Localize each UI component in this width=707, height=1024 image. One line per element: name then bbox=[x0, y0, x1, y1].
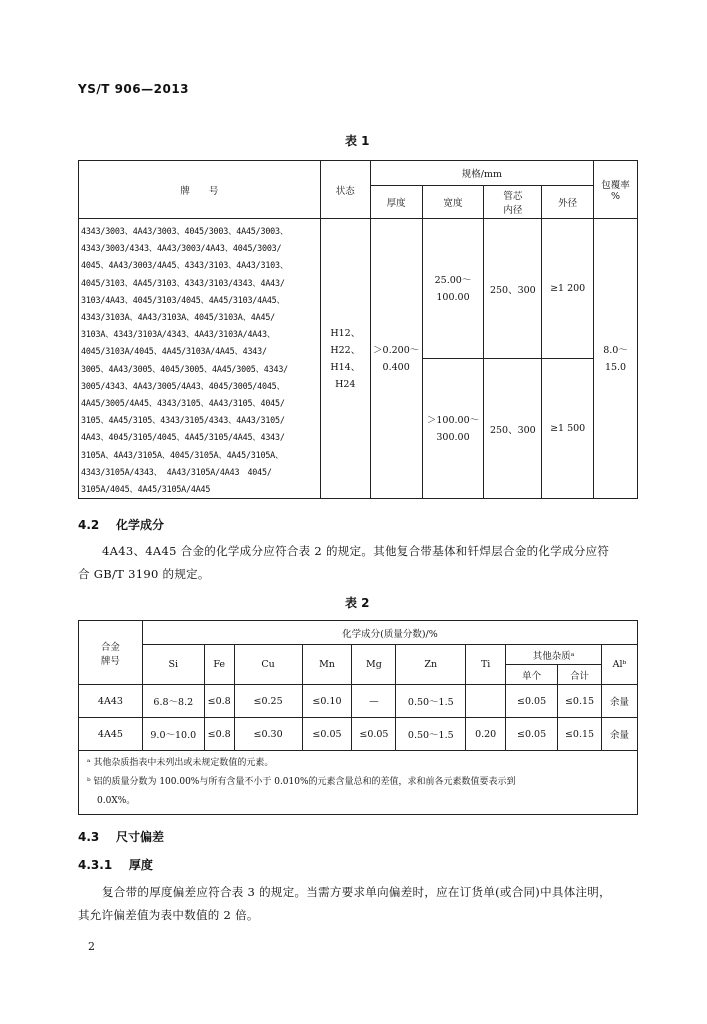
t2-head-ti: Ti bbox=[466, 645, 506, 685]
t2-grade: 4A43 bbox=[79, 685, 143, 718]
note-line: 0.0X%。 bbox=[97, 796, 136, 806]
head-line: 合金 bbox=[100, 641, 120, 653]
t2-head-fe: Fe bbox=[204, 645, 234, 685]
table-1 bbox=[78, 160, 638, 499]
note-line: ᵇ 铝的质量分数为 100.00%与所有含量不小于 0.010%的元素含量总和的差值，求和前各元素数值要表示到 bbox=[87, 777, 516, 787]
t1-head-outer: 外径 bbox=[542, 186, 594, 219]
t1-outer-cell: ≥1 500 bbox=[542, 359, 594, 499]
width-line: 100.00 bbox=[436, 291, 470, 303]
section-number: 4.3.1 bbox=[78, 858, 113, 872]
t2-val: ≤0.15 bbox=[558, 718, 602, 751]
t2-val: ≤0.05 bbox=[352, 718, 396, 751]
section-4-3-1-paragraph bbox=[78, 881, 638, 927]
table-2 bbox=[78, 620, 638, 815]
grade-line: 3005、4A43/3005、4045/3005、4A45/3005、4343/ bbox=[81, 363, 289, 374]
t1-head-clad: 包覆率 % bbox=[594, 161, 638, 219]
temper-item: H24 bbox=[335, 378, 356, 390]
t1-width-cell bbox=[422, 219, 484, 359]
page-number: 2 bbox=[88, 940, 95, 953]
section-4-2-paragraph bbox=[78, 540, 638, 586]
para-line: 其允许偏差值为表中数值的 2 倍。 bbox=[78, 908, 259, 922]
section-title: 化学成分 bbox=[115, 518, 164, 532]
width-line: 25.00～ bbox=[434, 274, 472, 286]
note-line: ᵃ 其他杂质指表中未列出或未规定数值的元素。 bbox=[87, 758, 274, 768]
grade-line: 3105、4A45/3105、4343/3105/4343、4A43/3105/ bbox=[81, 415, 285, 426]
grade-line: 4045/3103、4A45/3103、4343/3103/4343、4A43/ bbox=[81, 277, 285, 288]
table2-caption: 表 2 bbox=[345, 596, 370, 610]
section-title: 尺寸偏差 bbox=[115, 830, 164, 844]
t2-head-group: 化学成分(质量分数)/% bbox=[142, 621, 637, 645]
t2-val: ≤0.8 bbox=[204, 718, 234, 751]
table-row bbox=[79, 718, 638, 751]
temper-item: H22、 bbox=[330, 344, 361, 356]
t1-head-core: 管芯 内径 bbox=[484, 186, 542, 219]
grade-line: 4343/3003、4A43/3003、4045/3003、4A45/3003、 bbox=[81, 226, 289, 236]
t1-grades-cell bbox=[79, 219, 321, 499]
t2-val: 6.8～8.2 bbox=[142, 685, 204, 718]
t2-val: — bbox=[352, 685, 396, 718]
doc-header: YS/T 906—2013 bbox=[78, 82, 190, 96]
t2-val: ≤0.30 bbox=[234, 718, 302, 751]
t2-grade: 4A45 bbox=[79, 718, 143, 751]
t1-head-spec: 规格/mm bbox=[370, 161, 593, 186]
grade-line: 4A43、4045/3105/4045、4A45/3105/4A45、4343/ bbox=[81, 432, 285, 443]
thickness-line: ＞0.200～ bbox=[373, 344, 420, 356]
t2-head-si: Si bbox=[142, 645, 204, 685]
section-4-3-heading bbox=[78, 828, 164, 845]
t2-val: ≤0.25 bbox=[234, 685, 302, 718]
t2-head-mg: Mg bbox=[352, 645, 396, 685]
t2-head-al: Alᵇ bbox=[601, 645, 637, 685]
grade-line: 4343/3105A/4343、 4A43/3105A/4A43 4045/ bbox=[81, 466, 272, 477]
t1-outer-cell: ≥1 200 bbox=[542, 219, 594, 359]
clad-line: 8.0～ bbox=[603, 344, 628, 356]
grade-line: 4A45/3005/4A45、4343/3105、4A43/3105、4045/ bbox=[81, 398, 285, 409]
t2-val: 余量 bbox=[601, 685, 637, 718]
grade-line: 4045、4A43/3003/4A45、4343/3103、4A43/3103、 bbox=[81, 260, 289, 271]
grade-line: 3103A、4343/3103A/4343、4A43/3103A/4A43、 bbox=[81, 329, 276, 340]
para-line: 复合带的厚度偏差应符合表 3 的规定。当需方要求单向偏差时，应在订货单(或合同)中具体注明， bbox=[102, 885, 611, 899]
temper-item: H12、 bbox=[330, 327, 361, 339]
t1-head-width: 宽度 bbox=[422, 186, 484, 219]
para-line: 4A43、4A45 合金的化学成分应符合表 2 的规定。其他复合带基体和钎焊层合金的化学成分应符 bbox=[102, 544, 610, 558]
t2-val: ≤0.05 bbox=[302, 718, 352, 751]
t1-core-cell: 250、300 bbox=[484, 359, 542, 499]
t2-head-grade bbox=[79, 621, 143, 685]
section-title: 厚度 bbox=[128, 858, 153, 872]
table1-caption: 表 1 bbox=[345, 134, 370, 148]
t2-head-other: 其他杂质ᵃ bbox=[506, 645, 602, 665]
t1-head-thickness: 厚度 bbox=[370, 186, 422, 219]
width-line: ＞100.00～ bbox=[426, 414, 480, 426]
t2-val: ≤0.10 bbox=[302, 685, 352, 718]
t1-core-cell: 250、300 bbox=[484, 219, 542, 359]
para-line: 合 GB/T 3190 的规定。 bbox=[78, 567, 210, 581]
width-line: 300.00 bbox=[436, 431, 470, 443]
section-4-2-heading bbox=[78, 516, 164, 533]
head-line: 牌号 bbox=[100, 655, 120, 667]
t2-head-single: 单个 bbox=[506, 665, 558, 685]
t2-val: 0.20 bbox=[466, 718, 506, 751]
t2-val: ≤0.05 bbox=[506, 685, 558, 718]
table-row bbox=[79, 685, 638, 718]
t2-val: ≤0.8 bbox=[204, 685, 234, 718]
grade-line: 3105A/4045、4A45/3105A/4A45 bbox=[81, 484, 211, 495]
t1-clad-cell bbox=[594, 219, 638, 499]
t2-val: 余量 bbox=[601, 718, 637, 751]
grade-line: 4343/3103A、4A43/3103A、4045/3103A、4A45/ bbox=[81, 312, 276, 323]
section-number: 4.3 bbox=[78, 830, 100, 844]
t1-head-temper: 状态 bbox=[320, 161, 370, 219]
clad-line: 15.0 bbox=[604, 361, 627, 373]
t2-val bbox=[466, 685, 506, 718]
t1-width-cell bbox=[422, 359, 484, 499]
t2-val: 0.50～1.5 bbox=[396, 685, 466, 718]
grade-line: 4045/3103A/4045、4A45/3103A/4A45、4343/ bbox=[81, 346, 267, 357]
t2-notes bbox=[79, 751, 638, 815]
t1-thickness-cell bbox=[370, 219, 422, 499]
t2-val: 0.50～1.5 bbox=[396, 718, 466, 751]
t2-val: ≤0.05 bbox=[506, 718, 558, 751]
t2-val: 9.0～10.0 bbox=[142, 718, 204, 751]
t2-head-cu: Cu bbox=[234, 645, 302, 685]
grade-line: 3105A、4A43/3105A、4045/3105A、4A45/3105A、 bbox=[81, 449, 284, 460]
grade-line: 3005/4343、4A43/3005/4A43、4045/3005/4045、 bbox=[81, 380, 285, 391]
temper-item: H14、 bbox=[330, 361, 361, 373]
t2-val: ≤0.15 bbox=[558, 685, 602, 718]
grade-line: 4343/3003/4343、4A43/3003/4A43、4045/3003/ bbox=[81, 243, 282, 254]
section-4-3-1-heading bbox=[78, 856, 153, 873]
t2-head-mn: Mn bbox=[302, 645, 352, 685]
t2-head-total: 合计 bbox=[558, 665, 602, 685]
section-number: 4.2 bbox=[78, 518, 100, 532]
t1-head-grade: 牌 号 bbox=[79, 161, 321, 219]
grade-line: 3103/4A43、4045/3103/4045、4A45/3103/4A45、 bbox=[81, 294, 285, 305]
thickness-line: 0.400 bbox=[382, 361, 410, 373]
t2-head-zn: Zn bbox=[396, 645, 466, 685]
t1-temper-cell bbox=[320, 219, 370, 499]
